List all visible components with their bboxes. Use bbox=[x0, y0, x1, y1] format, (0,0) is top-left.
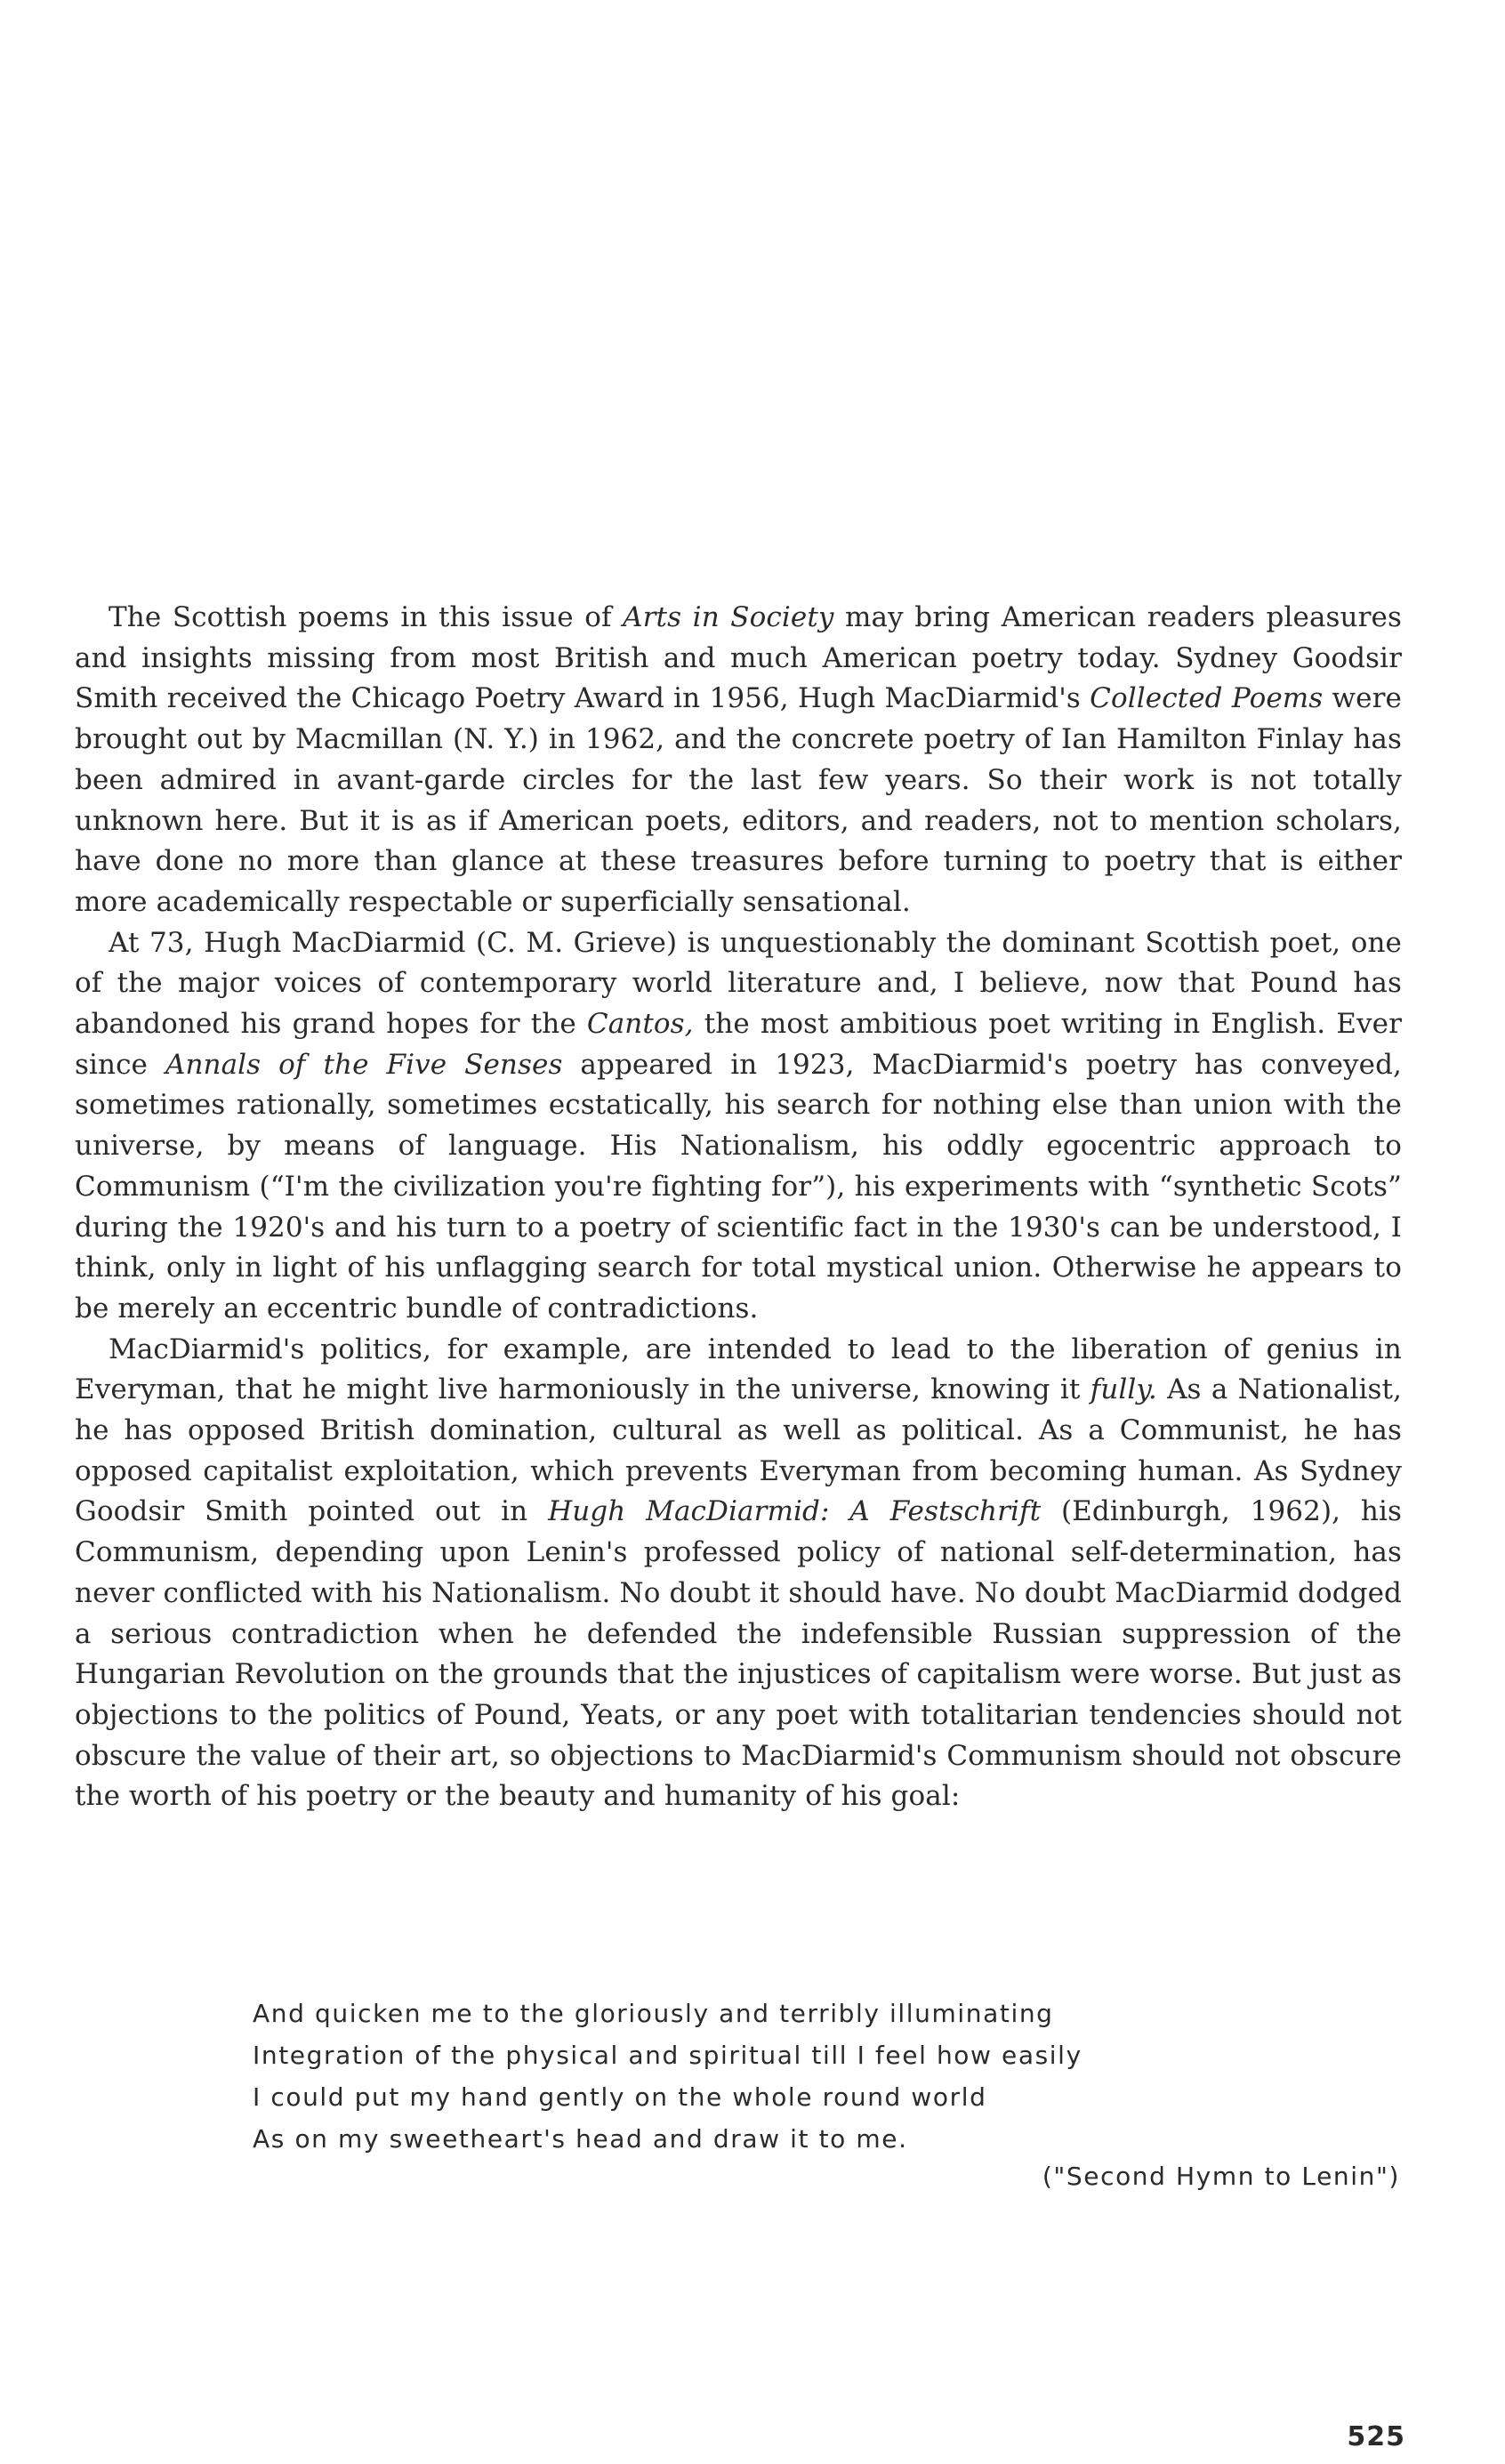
paragraph-2-seg-5: appeared in 1923, MacDiarmid's poetry has conveyed, sometimes rationally, sometimes ecstatically, his search for nothing else than union with the universe, by means of language. His Nationalism, his oddly egocentric approach to Communism (“I'm the civilization you're fighting for”), his experiments with “synthetic Scots” during the 1920's and his turn to a poetry of scientific fact in the 1930's can be understood, I think, only in light of his unflagging search for total mystical union. Otherwise he appears to be merely an eccentric bundle of contradictions. bbox=[75, 1048, 1402, 1325]
paragraph-1-seg-1: The Scottish poems in this issue of bbox=[109, 601, 624, 633]
paragraph-2-seg-2: Cantos, bbox=[586, 1008, 694, 1041]
paragraph-1-seg-2: Arts in Society bbox=[623, 601, 834, 633]
paragraph-2-seg-3: the most ambitious poet writing in English. Ever since bbox=[75, 1008, 1403, 1081]
paragraph-1-seg-3: may bring American readers pleasures and insights missing from most British and much American poetry today. Sydney Goodsir Smith received the Chicago Poetry Award in 1956, Hugh MacDiarmid's bbox=[75, 601, 1402, 715]
paragraph-2-seg-1: At 73, Hugh MacDiarmid (C. M. Grieve) is unquestionably the dominant Scottish poet, one of the major voices of contemporary world literature and, I believe, now that Pound has abandoned his grand hopes for the bbox=[75, 926, 1402, 1041]
paragraph-3-seg-4: Hugh MacDiarmid: A Festschrift bbox=[548, 1495, 1042, 1528]
paragraph-3-seg-2: fully. bbox=[1090, 1373, 1157, 1406]
verse-line: Integration of the physical and spiritual till I feel how easily bbox=[253, 2041, 1082, 2070]
paragraph-3-seg-1: MacDiarmid's politics, for example, are intended to lead to the liberation of genius in Everyman, that he might live harmoniously in the universe, knowing it bbox=[75, 1333, 1402, 1406]
paragraph-3-seg-5: (Edinburgh, 1962), his Communism, depending upon Lenin's professed policy of national self-determination, has never conflicted with his Nationalism. No doubt it should have. No doubt MacDiarmid dodged a serious contradiction when he defended the indefensible Russian suppression of the Hungarian Revolution on the grounds that the injustices of capitalism were worse. But just as objections to the politics of Pound, Yeats, or any poet with totalitarian tendencies should not obscure the value of their art, so objections to MacDiarmid's Communism should not obscure the worth of his poetry or the beauty and humanity of his goal: bbox=[75, 1495, 1403, 1813]
paragraph-2 bbox=[75, 923, 1402, 1330]
verse-line: I could put my hand gently on the whole round world bbox=[253, 2082, 987, 2112]
paragraph-1-seg-5: were brought out by Macmillan (N. Y.) in 1962, and the concrete poetry of Ian Hamilton Finlay has been admired in avant-garde circles for the last few years. So their work is not totally unknown here. But it is as if American poets, editors, and readers, not to mention scholars, have done no more than glance at these treasures before turning to poetry that is either more academically respectable or superficially sensational. bbox=[75, 682, 1402, 918]
verse-quotation bbox=[253, 1993, 1409, 2160]
paragraph-3 bbox=[75, 1330, 1402, 1817]
paragraph-1 bbox=[75, 598, 1402, 923]
page-number: 525 bbox=[1347, 2421, 1405, 2452]
paragraph-2-seg-4: Annals of the Five Senses bbox=[165, 1048, 563, 1081]
verse-source: ("Second Hymn to Lenin") bbox=[1042, 2162, 1400, 2191]
verse-line: As on my sweetheart's head and draw it to me. bbox=[253, 2124, 908, 2154]
verse-line: And quicken me to the gloriously and terribly illuminating bbox=[253, 1999, 1054, 2028]
paragraph-1-seg-4: Collected Poems bbox=[1090, 682, 1324, 715]
paragraph-3-seg-3: As a Nationalist, he has opposed British domination, cultural as well as political. As a Communist, he has opposed capitalist exploitation, which prevents Everyman from becoming human. As Sydney Goodsir Smith pointed out in bbox=[75, 1373, 1403, 1528]
article-body bbox=[75, 598, 1402, 1817]
